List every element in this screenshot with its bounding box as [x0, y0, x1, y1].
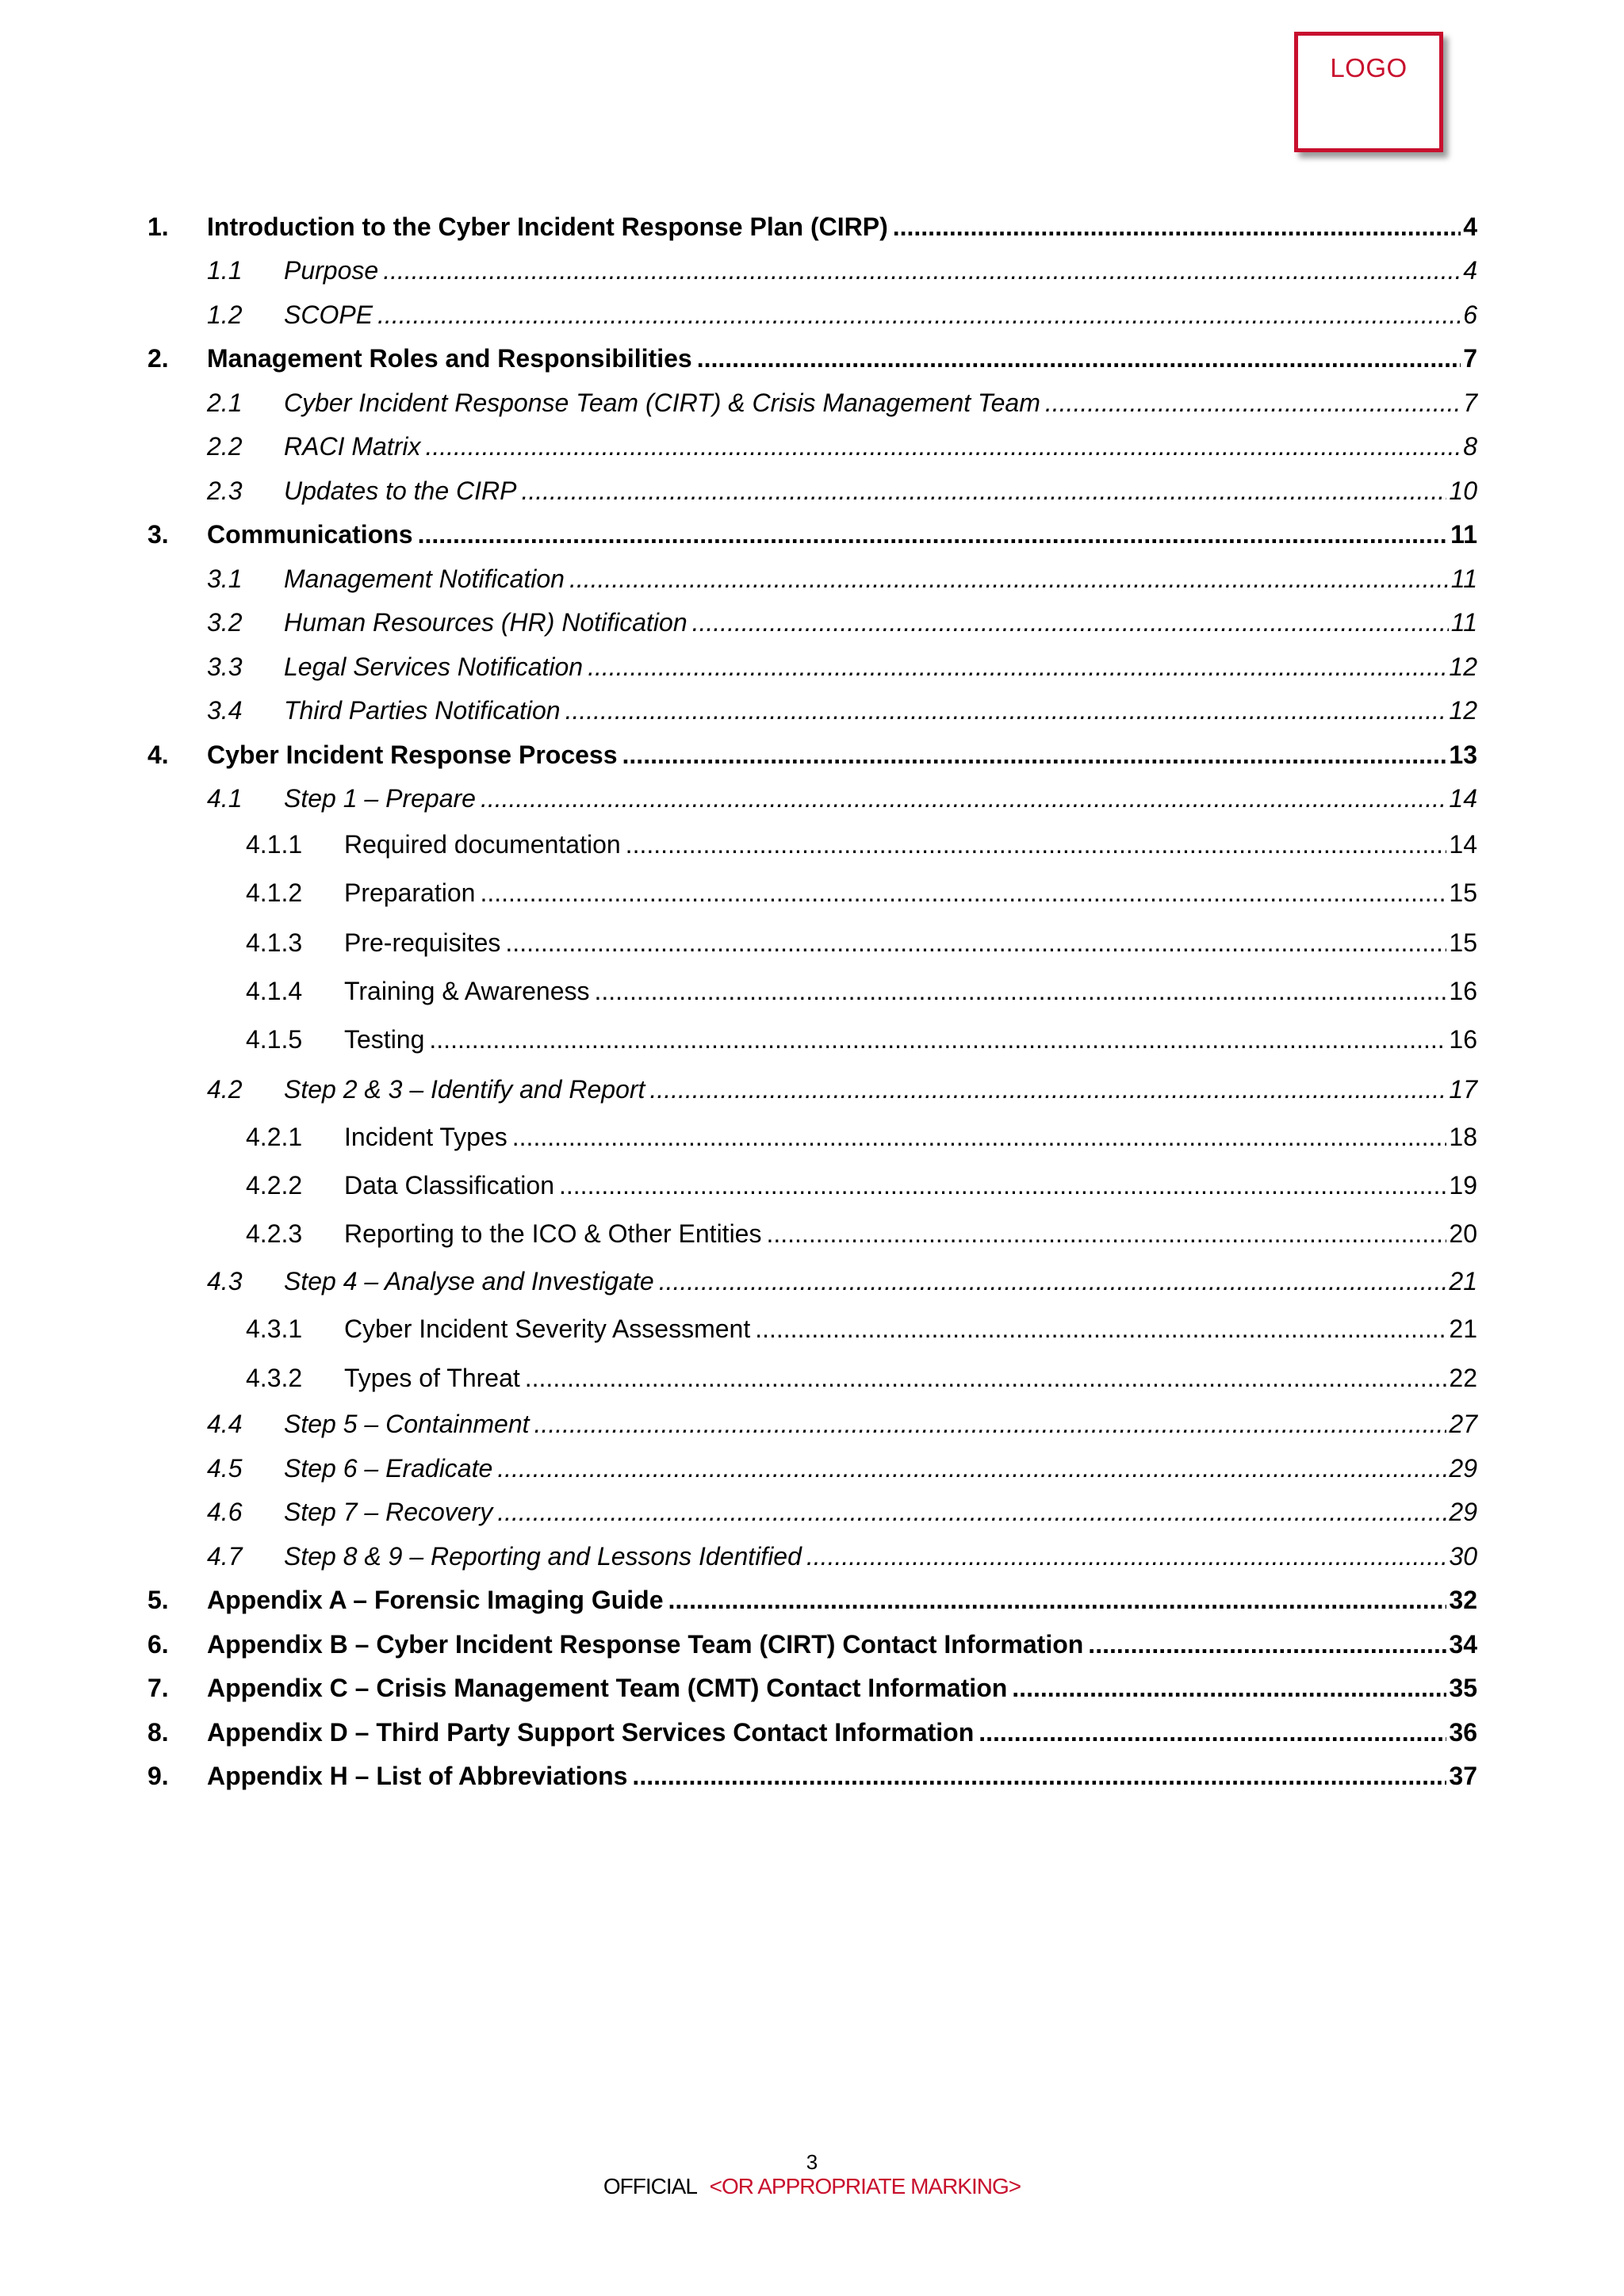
toc-entry-title[interactable]: Step 7 – Recovery: [284, 1498, 493, 1526]
toc-entry-title[interactable]: Third Parties Notification: [284, 696, 561, 725]
toc-entry-title[interactable]: Updates to the CIRP: [284, 476, 517, 505]
toc-entry-title[interactable]: Incident Types: [344, 1123, 508, 1151]
toc-entry-title[interactable]: Training & Awareness: [344, 977, 590, 1005]
toc-entry-title[interactable]: Cyber Incident Response Team (CIRT) & Crisis Management Team: [284, 388, 1040, 417]
toc-entry-line: [344, 977, 1477, 1006]
toc-entry-title[interactable]: Appendix B – Cyber Incident Response Team (CIRT) Contact Information: [207, 1630, 1084, 1659]
toc-entry-number: 3.2: [207, 608, 243, 637]
dot-leader: [622, 740, 1447, 770]
toc-entry-line: [344, 1171, 1477, 1200]
toc-entry-title[interactable]: Management Roles and Responsibilities: [207, 344, 692, 373]
toc-entry-page: 8: [1463, 432, 1477, 461]
toc-entry-line: [284, 432, 1477, 461]
toc-entry-number: 4.1.3: [246, 928, 303, 957]
toc-entry-title[interactable]: Purpose: [284, 256, 379, 285]
dot-leader: [377, 300, 1461, 330]
toc-entry-number: 4.2.1: [246, 1123, 303, 1151]
dot-leader: [632, 1762, 1446, 1791]
toc-entry-title[interactable]: Step 8 & 9 – Reporting and Lessons Identified: [284, 1542, 802, 1571]
toc-entry-line: [284, 608, 1477, 637]
toc-entry-page: 21: [1449, 1267, 1477, 1295]
dot-leader: [1045, 388, 1461, 418]
toc-entry-page: 10: [1449, 476, 1477, 505]
toc-entry-line: [207, 1630, 1477, 1659]
toc-entry-number: 8.: [147, 1718, 169, 1747]
toc-entry-page: 7: [1463, 388, 1477, 417]
toc-entry-page: 21: [1449, 1314, 1477, 1343]
toc-entry-title[interactable]: Step 1 – Prepare: [284, 784, 476, 813]
toc-entry-page: 22: [1449, 1364, 1477, 1392]
dot-leader: [893, 212, 1461, 242]
dot-leader: [521, 476, 1446, 506]
dot-leader: [425, 432, 1461, 461]
toc-entry-line: [207, 1762, 1477, 1791]
toc-entry-number: 4.2.2: [246, 1171, 303, 1200]
toc-entry-page: 18: [1449, 1123, 1477, 1151]
toc-entry-number: 4.3: [207, 1267, 243, 1295]
dot-leader: [534, 1410, 1447, 1439]
dot-leader: [565, 696, 1447, 725]
toc-entry-page: 14: [1449, 830, 1477, 859]
toc-entry-number: 4.7: [207, 1542, 243, 1571]
toc-entry-number: 1.1: [207, 256, 243, 285]
toc-entry-number: 3.1: [207, 564, 243, 593]
toc-entry-number: 3.3: [207, 652, 243, 681]
toc-entry-line: [284, 784, 1477, 813]
dot-leader: [668, 1586, 1446, 1615]
dot-leader: [383, 256, 1461, 285]
toc-entry-title[interactable]: Step 4 – Analyse and Investigate: [284, 1267, 654, 1295]
toc-entry-number: 3.: [147, 520, 169, 549]
toc-entry-number: 3.4: [207, 696, 243, 725]
toc-entry-number: 7.: [147, 1674, 169, 1702]
dot-leader: [559, 1171, 1446, 1200]
toc-entry-line: [344, 830, 1477, 859]
toc-entry-line: [344, 928, 1477, 958]
dot-leader: [418, 520, 1449, 549]
toc-entry-title[interactable]: Appendix H – List of Abbreviations: [207, 1762, 628, 1790]
toc-entry-line: [344, 878, 1477, 908]
toc-entry-title[interactable]: Human Resources (HR) Notification: [284, 608, 688, 637]
toc-entry-number: 4.2.3: [246, 1219, 303, 1248]
toc-entry-number: 4.1.2: [246, 878, 303, 907]
toc-entry-title[interactable]: Pre-requisites: [344, 928, 501, 957]
toc-entry-page: 20: [1449, 1219, 1477, 1248]
toc-entry-page: 16: [1449, 1025, 1477, 1054]
toc-entry-page: 12: [1449, 696, 1477, 725]
toc-entry-number: 4.1.5: [246, 1025, 303, 1054]
dot-leader: [505, 928, 1446, 958]
toc-entry-line: [207, 520, 1477, 549]
toc-entry-page: 13: [1449, 740, 1477, 769]
toc-entry-line: [207, 740, 1477, 770]
toc-entry-title[interactable]: SCOPE: [284, 300, 373, 329]
toc-entry-title[interactable]: Testing: [344, 1025, 425, 1054]
toc-entry-page: 11: [1450, 608, 1477, 637]
toc-entry-title[interactable]: Step 5 – Containment: [284, 1410, 530, 1438]
toc-entry-title[interactable]: Cyber Incident Response Process: [207, 740, 618, 769]
toc-entry-line: [284, 1454, 1477, 1483]
toc-entry-page: 32: [1449, 1586, 1477, 1614]
toc-entry-number: 2.3: [207, 476, 243, 505]
toc-entry-line: [344, 1123, 1477, 1152]
toc-entry-number: 4.: [147, 740, 169, 769]
toc-entry-line: [284, 1498, 1477, 1527]
toc-entry-number: 4.6: [207, 1498, 243, 1526]
dot-leader: [512, 1123, 1447, 1152]
dot-leader: [659, 1267, 1447, 1296]
toc-entry-line: [284, 1267, 1477, 1296]
appropriate-marking-label: <OR APPROPRIATE MARKING>: [709, 2174, 1021, 2198]
toc-entry-line: [284, 256, 1477, 285]
toc-entry-page: 6: [1463, 300, 1477, 329]
toc-entry-page: 11: [1450, 520, 1477, 549]
toc-entry-title[interactable]: Cyber Incident Severity Assessment: [344, 1314, 751, 1343]
toc-entry-page: 11: [1450, 564, 1477, 593]
toc-entry-title[interactable]: Reporting to the ICO & Other Entities: [344, 1219, 762, 1248]
toc-entry-number: 5.: [147, 1586, 169, 1614]
toc-entry-page: 14: [1449, 784, 1477, 813]
dot-leader: [766, 1219, 1446, 1249]
toc-entry-title[interactable]: Legal Services Notification: [284, 652, 584, 681]
dot-leader: [806, 1542, 1447, 1571]
dot-leader: [692, 608, 1449, 637]
footer-marking: [0, 2174, 1624, 2199]
toc-entry-line: [284, 564, 1477, 594]
dot-leader: [1088, 1630, 1446, 1659]
toc-entry-page: 19: [1449, 1171, 1477, 1200]
toc-entry-number: 4.1.4: [246, 977, 303, 1005]
toc-entry-page: 17: [1449, 1075, 1477, 1104]
toc-entry-number: 4.5: [207, 1454, 243, 1483]
toc-entry-number: 1.: [147, 212, 169, 241]
toc-entry-page: 4: [1463, 212, 1477, 241]
toc-entry-number: 4.1: [207, 784, 243, 813]
toc-entry-line: [207, 1674, 1477, 1703]
toc-entry-line: [284, 1542, 1477, 1571]
dot-leader: [1012, 1674, 1446, 1703]
toc-entry-page: 29: [1449, 1498, 1477, 1526]
toc-entry-title[interactable]: Introduction to the Cyber Incident Response Plan (CIRP): [207, 212, 888, 241]
dot-leader: [569, 564, 1449, 594]
toc-entry-page: 7: [1463, 344, 1477, 373]
toc-entry-title[interactable]: Step 6 – Eradicate: [284, 1454, 493, 1483]
toc-entry-line: [284, 1410, 1477, 1439]
toc-entry-number: 2.2: [207, 432, 243, 461]
toc-entry-title[interactable]: RACI Matrix: [284, 432, 421, 461]
toc-entry-number: 2.1: [207, 388, 243, 417]
toc-entry-title[interactable]: Appendix D – Third Party Support Services Contact Information: [207, 1718, 975, 1747]
toc-entry-page: 37: [1449, 1762, 1477, 1790]
toc-entry-line: [344, 1025, 1477, 1054]
logo-text: LOGO: [1330, 53, 1408, 82]
toc-entry-line: [284, 696, 1477, 725]
dot-leader: [595, 977, 1447, 1006]
toc-entry-title[interactable]: Appendix C – Crisis Management Team (CMT) Contact Information: [207, 1674, 1008, 1702]
toc-entry-page: 29: [1449, 1454, 1477, 1483]
toc-entry-page: 35: [1449, 1674, 1477, 1702]
toc-entry-page: 34: [1449, 1630, 1477, 1659]
dot-leader: [697, 344, 1461, 373]
toc-entry-page: 12: [1449, 652, 1477, 681]
toc-entry-line: [284, 300, 1477, 330]
toc-entry-number: 6.: [147, 1630, 169, 1659]
toc-entry-line: [284, 388, 1477, 418]
page-number: 3: [806, 2150, 818, 2174]
toc-entry-number: 2.: [147, 344, 169, 373]
toc-entry-line: [207, 344, 1477, 373]
toc-entry-number: 1.2: [207, 300, 243, 329]
toc-entry-number: 4.1.1: [246, 830, 303, 859]
toc-entry-number: 4.4: [207, 1410, 243, 1438]
dot-leader: [649, 1075, 1446, 1104]
dot-leader: [429, 1025, 1446, 1054]
toc-entry-line: [207, 1718, 1477, 1747]
toc-entry-line: [207, 1586, 1477, 1615]
dot-leader: [626, 830, 1447, 859]
dot-leader: [480, 878, 1446, 908]
toc-entry-title[interactable]: Data Classification: [344, 1171, 554, 1200]
toc-entry-title[interactable]: Types of Threat: [344, 1364, 520, 1392]
dot-leader: [525, 1364, 1447, 1393]
toc-entry-title[interactable]: Preparation: [344, 878, 476, 907]
dot-leader: [755, 1314, 1446, 1344]
dot-leader: [979, 1718, 1446, 1747]
toc-entry-page: 4: [1463, 256, 1477, 285]
official-label: OFFICIAL: [603, 2174, 696, 2198]
dot-leader: [497, 1498, 1446, 1527]
toc-entry-page: 16: [1449, 977, 1477, 1005]
toc-entry-line: [284, 652, 1477, 682]
dot-leader: [497, 1454, 1446, 1483]
toc-entry-line: [344, 1314, 1477, 1344]
toc-entry-number: 4.3.2: [246, 1364, 303, 1392]
toc-entry-line: [344, 1364, 1477, 1393]
toc-entry-title[interactable]: Management Notification: [284, 564, 565, 593]
toc-entry-number: 4.2: [207, 1075, 243, 1104]
toc-entry-page: 36: [1449, 1718, 1477, 1747]
toc-entry-line: [207, 212, 1477, 242]
toc-entry-title[interactable]: Required documentation: [344, 830, 621, 859]
toc-entry-page: 15: [1449, 878, 1477, 907]
toc-entry-line: [284, 476, 1477, 506]
toc-entry-title[interactable]: Communications: [207, 520, 413, 549]
dot-leader: [588, 652, 1446, 682]
toc-entry-line: [344, 1219, 1477, 1249]
toc-entry-title[interactable]: Appendix A – Forensic Imaging Guide: [207, 1586, 664, 1614]
toc-entry-title[interactable]: Step 2 & 3 – Identify and Report: [284, 1075, 645, 1104]
toc-entry-page: 30: [1449, 1542, 1477, 1571]
toc-entry-page: 15: [1449, 928, 1477, 957]
toc-entry-page: 27: [1449, 1410, 1477, 1438]
dot-leader: [481, 784, 1446, 813]
toc-entry-number: 9.: [147, 1762, 169, 1790]
toc-entry-line: [284, 1075, 1477, 1104]
toc-entry-number: 4.3.1: [246, 1314, 303, 1343]
